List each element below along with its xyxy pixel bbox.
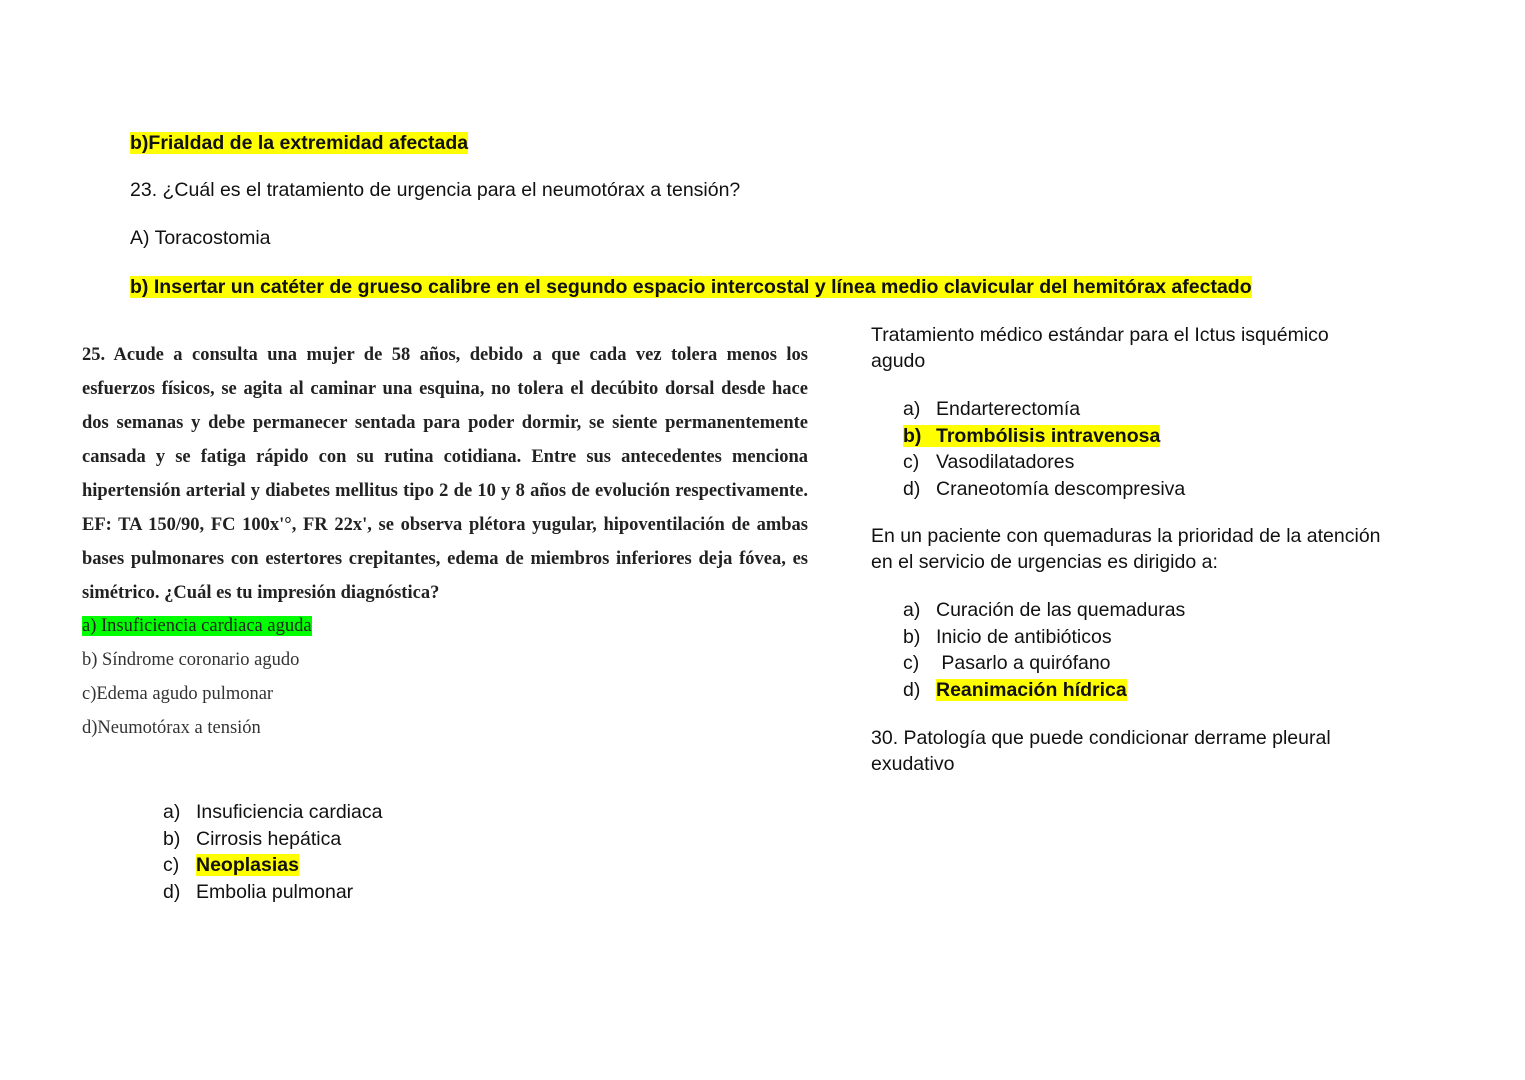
ictus-option-c: c) Vasodilatadores	[903, 451, 1075, 473]
burns-option-b: b) Inicio de antibióticos	[903, 625, 1112, 648]
question-23-answer: b) Insertar un catéter de grueso calibre en el segundo espacio intercostal y línea medio clavicular del hemitórax afectado	[130, 276, 1252, 298]
question-30-options	[163, 799, 382, 905]
question-25-text: 25. Acude a consulta una mujer de 58 años, debido a que cada vez tolera menos los esfuerzos físicos, se agita al caminar una esquina, no tolera el decúbito dorsal desde hace dos semanas y debe permanecer sentada para poder dormir, se siente permanentemente cansada y se fatiga rápido con su rutina cotidiana. Entre sus antecedentes menciona hipertensión arterial y diabetes mellitus tipo 2 de 10 y 8 años de evolución respectivamente. EF: TA 150/90, FC 100x'°, FR 22x', se observa plétora yugular, hipoventilación de ambas bases pulmonares con estertores crepitantes, edema de miembros inferiores deja fóvea, es simétrico. ¿Cuál es tu impresión diagnóstica?	[82, 345, 808, 603]
burns-question: En un paciente con quemaduras la prioridad de la atención en el servicio de urgencias es dirigido a:	[871, 525, 1381, 573]
question-25-option-c: c)Edema agudo pulmonar	[82, 684, 274, 704]
ictus-option-a: a) Endarterectomía	[903, 398, 1081, 420]
question-30: 30. Patología que puede condicionar derrame pleural exudativo	[871, 727, 1331, 775]
question-30-option-d: d) Embolia pulmonar	[163, 880, 354, 903]
ictus-option-d: d) Craneotomía descompresiva	[903, 477, 1186, 500]
question-23: 23. ¿Cuál es el tratamiento de urgencia para el neumotórax a tensión?	[130, 179, 741, 201]
burns-option-a: a) Curación de las quemaduras	[903, 599, 1186, 621]
ictus-options	[903, 396, 1185, 502]
question-30-option-c: c) Neoplasias	[163, 854, 299, 876]
burns-option-c: c) Pasarlo a quirófano	[903, 652, 1111, 674]
answer-22: b)Frialdad de la extremidad afectada	[130, 132, 469, 154]
ictus-question: Tratamiento médico estándar para el Ictus isquémico agudo	[871, 324, 1329, 372]
burns-option-d: d) Reanimación hídrica	[903, 678, 1127, 701]
burns-options	[903, 597, 1185, 703]
question-23-option-a: A) Toracostomia	[130, 227, 271, 249]
question-30-option-b: b) Cirrosis hepática	[163, 827, 342, 850]
question-30-option-a: a) Insuficiencia cardiaca	[163, 801, 383, 823]
question-25-option-a: a) Insuficiencia cardiaca aguda	[82, 616, 312, 636]
ictus-option-b: b) Trombólisis intravenosa	[903, 424, 1161, 447]
question-25-option-b: b) Síndrome coronario agudo	[82, 650, 300, 670]
question-25-option-d: d)Neumotórax a tensión	[82, 718, 261, 738]
